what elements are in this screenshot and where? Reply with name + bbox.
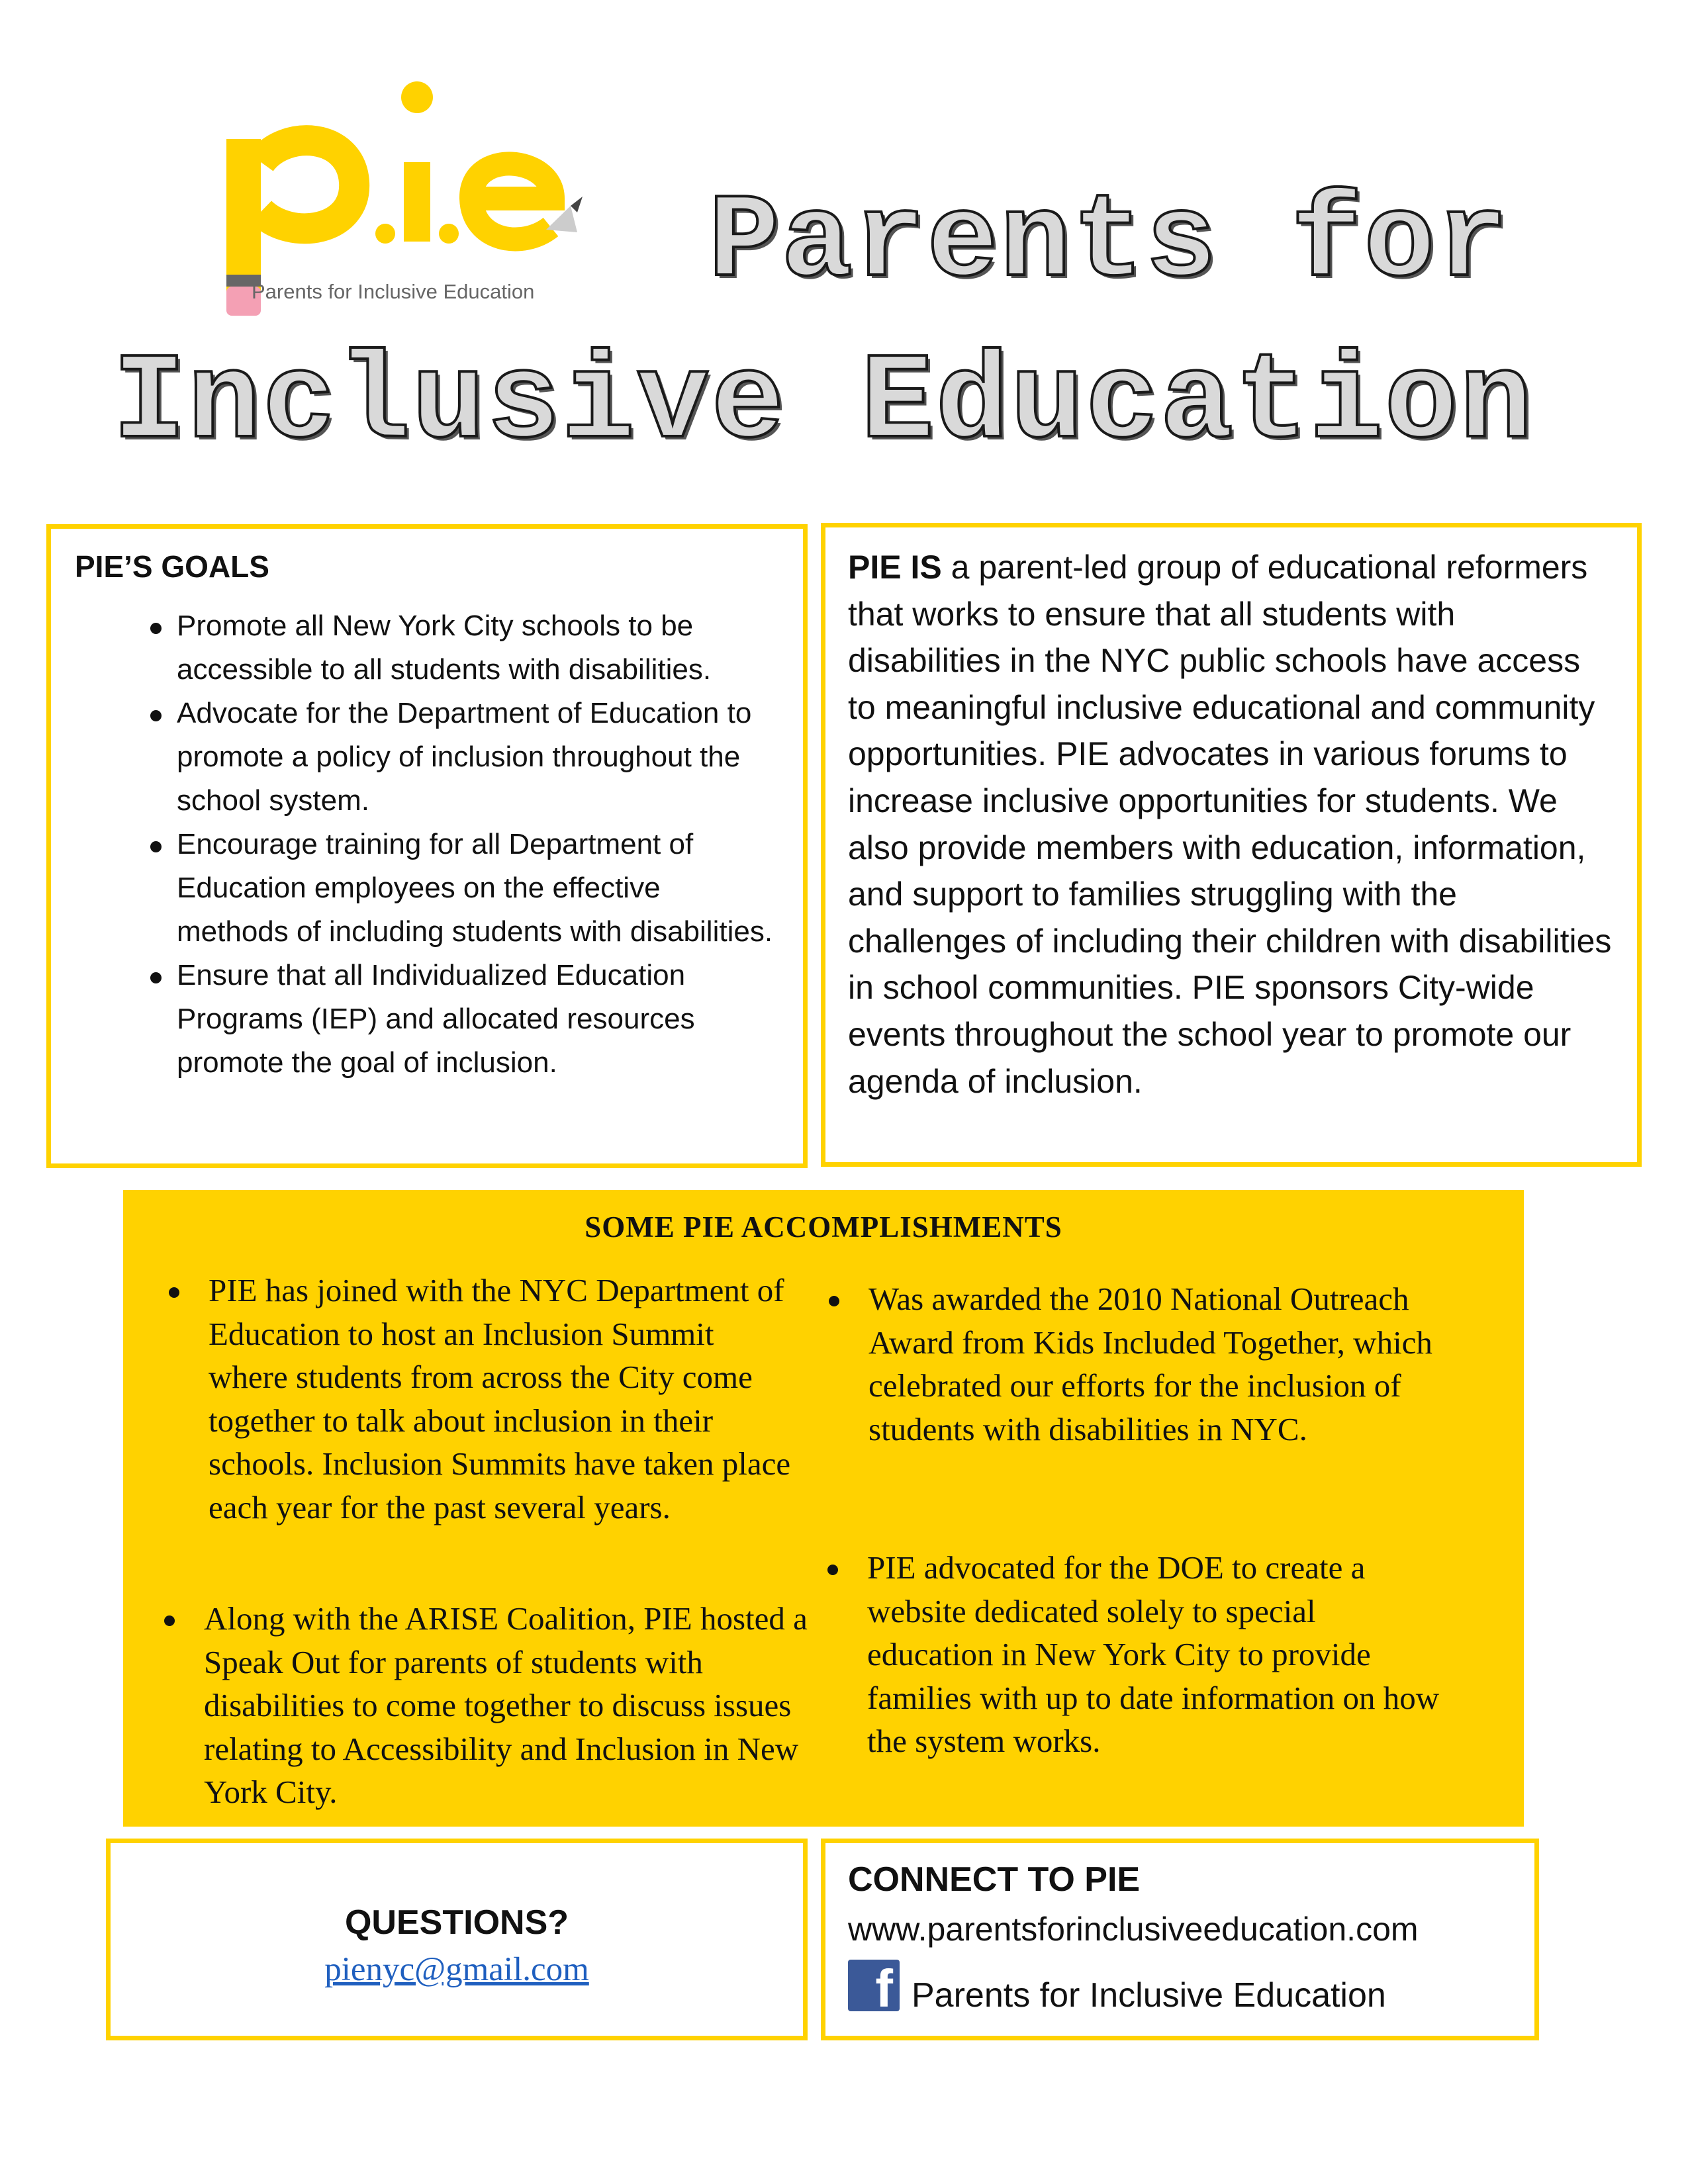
goal-text: Ensure that all Individualized Education Programs (IEP) and allocated resources promote the goal of inclusion. (177, 959, 695, 1079)
facebook-icon[interactable] (848, 1959, 900, 2018)
goal-text: Advocate for the Department of Education to promote a policy of inclusion throughout the school system. (177, 697, 752, 817)
goals-box (46, 524, 808, 1168)
bullet-icon (150, 972, 162, 983)
pie-is-lead: PIE IS (848, 549, 942, 586)
pie-logo (212, 76, 583, 341)
connect-title: CONNECT TO PIE (848, 1860, 1141, 1899)
pie-is-body: a parent-led group of educational reformers that works to ensure that all students with disabilities in the NYC public schools have access to meaningful inclusive educational and community opportunities. PIE advocates in various forums to increase inclusive opportunities for students. We also provide members with education, information, and support to families struggling with the challenges of including their children with disabilities in school communities. PIE sponsors City-wide events throughout the school year to promote our agenda of inclusion. (848, 549, 1612, 1100)
accomplishment-item (209, 1269, 791, 1529)
goal-text: Promote all New York City schools to be accessible to all students with disabilities. (177, 610, 712, 686)
goal-text: Encourage training for all Department of Education employees on the effective methods of including students with disabilities. (177, 828, 773, 948)
accomplishment-item (868, 1277, 1438, 1451)
facebook-glyph: f (875, 1959, 893, 2018)
goal-item (75, 692, 779, 823)
goals-list (75, 604, 779, 1085)
bullet-icon (169, 1287, 179, 1298)
pie-is-box (821, 523, 1642, 1167)
headline-line-2: Inclusive Education (113, 334, 1534, 473)
goal-item (75, 823, 779, 954)
accomplishment-item (867, 1546, 1450, 1763)
accomplishment-text: PIE advocated for the DOE to create a website dedicated solely to special education in New York City to provide families with up to date information on how the system works. (867, 1549, 1440, 1759)
bullet-icon (150, 710, 162, 721)
pie-is-paragraph (848, 544, 1615, 1105)
goal-item (75, 954, 779, 1085)
facebook-label: Parents for Inclusive Education (912, 1976, 1386, 2015)
bullet-icon (829, 1296, 839, 1306)
accomplishment-item (204, 1597, 820, 1814)
goals-title: PIE’S GOALS (75, 549, 269, 584)
facebook-link[interactable] (848, 1959, 1512, 2018)
goal-item (75, 604, 779, 692)
logo-tagline: Parents for Inclusive Education (252, 280, 535, 303)
bullet-icon (164, 1615, 175, 1626)
contact-email-link[interactable]: pienyc@gmail.com (324, 1951, 589, 1988)
website-link[interactable]: www.parentsforinclusiveeducation.com (848, 1911, 1419, 1948)
accomplishment-text: PIE has joined with the NYC Department of Education to host an Inclusion Summit where students from across the City come together to talk about inclusion in their schools. Inclusion Summits have taken place each year for the past several years. (209, 1272, 791, 1525)
bullet-icon (150, 841, 162, 852)
connect-box (821, 1839, 1539, 2040)
headline-line-1: Parents for (708, 176, 1510, 311)
questions-title: QUESTIONS? (344, 1903, 569, 1942)
bullet-icon (827, 1565, 838, 1575)
accomplishments-title: SOME PIE ACCOMPLISHMENTS (585, 1210, 1062, 1244)
accomplishment-text: Along with the ARISE Coalition, PIE hosted a Speak Out for parents of students with disabilities to come together to discuss issues relating to Accessibility and Inclusion in New York City. (204, 1600, 808, 1810)
accomplishment-text: Was awarded the 2010 National Outreach Award from Kids Included Together, which celebrated our efforts for the inclusion of students with disabilities in NYC. (868, 1281, 1432, 1447)
bullet-icon (150, 623, 162, 634)
questions-box (106, 1839, 808, 2040)
